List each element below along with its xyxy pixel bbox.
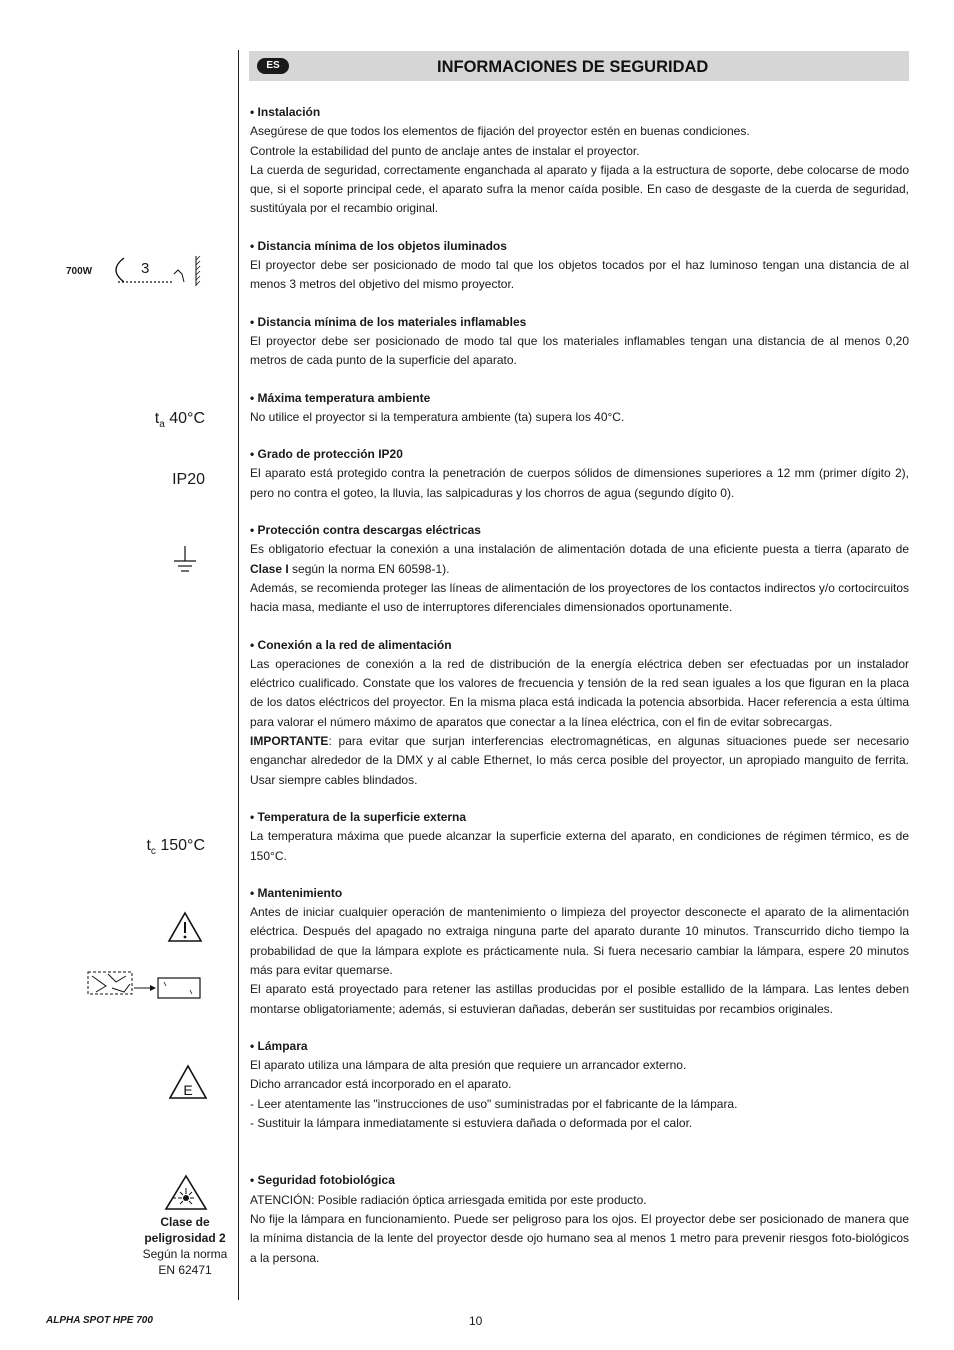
- paragraph: Es obligatorio efectuar la conexión a una instalación de alimentación dotada de una eficiente puesta a tierra (aparato de Clase I según la norma EN 60598-1).: [250, 542, 909, 576]
- distance-symbol: [66, 252, 216, 288]
- paragraph: El proyector debe ser posicionado de modo tal que los objetos tocados por el haz luminoso tengan una distancia de al menos 3 metros del objetivo del mismo proyector.: [250, 258, 909, 292]
- section-heading: • Distancia mínima de los objetos iluminados: [250, 238, 507, 253]
- power-label: 700W: [66, 266, 93, 277]
- warning-icon: [167, 910, 203, 944]
- section-heading: • Seguridad fotobiológica: [250, 1173, 395, 1188]
- paragraph: No fije la lámpara en funcionamiento. Puede ser peligroso para los ojos. El proyector debe ser posicionado de manera que la mínima distancia de la lente del proyector desde ojo humano sea al menos 1 metro para prevenir riesgos foto-biológicos a la persona.: [250, 1211, 909, 1265]
- section-distancia-objetos: [250, 237, 909, 295]
- section-mantenimiento: [250, 884, 909, 1019]
- paragraph: Dicho arrancador está incorporado en el aparato.: [250, 1077, 512, 1092]
- section-heading: • Conexión a la red de alimentación: [250, 637, 452, 652]
- section-heading: • Máxima temperatura ambiente: [250, 390, 431, 405]
- ambient-temp-symbol: $t_a$ 40°C: [154, 410, 205, 431]
- paragraph: No utilice el proyector si la temperatura ambiente (ta) supera los 40°C.: [250, 409, 625, 424]
- page-title: INFORMACIONES DE SEGURIDAD: [437, 58, 709, 76]
- column-divider: [238, 50, 239, 1300]
- section-temperatura-ambiente: [250, 389, 909, 428]
- section-heading: • Temperatura de la superficie externa: [250, 809, 467, 824]
- paragraph: Asegúrese de que todos los elementos de fijación del proyector estén en buenas condiciones.: [250, 124, 750, 139]
- paragraph: Antes de iniciar cualquier operación de mantenimiento o limpieza del proyector desconecte el aparato de la alimentación eléctrica. Después del apagado no extraiga ninguna parte del aparato durante 10 minutos. Transcurrido dicho tiempo la probabilidad de que la lámpara explote es prácticamente nula. Si fuera necesario cambiar la lámpara, espere 20 minutos más para evitar quemarse.: [250, 905, 909, 977]
- list-item: - Leer atentamente las "instrucciones de uso" suministradas por el fabricante de la lámpara.: [250, 1096, 738, 1111]
- surface-temp-symbol: $t_c$ 150°C: [146, 837, 205, 858]
- paragraph: El aparato está proyectado para retener las astillas producidas por el posible estallido de la lámpara. Las lentes deben montarse obligatoriamente; además, si estuvieran dañadas, deberán ser sustituidas por recambios originales.: [250, 982, 909, 1016]
- section-instalacion: [250, 103, 909, 219]
- lamp-e-letter: E: [183, 1082, 193, 1098]
- broken-lens-replace-icon: [86, 968, 204, 1002]
- main-content: [250, 103, 909, 1268]
- paragraph: IMPORTANTE: para evitar que surjan interferencias electromagnéticas, en algunas situaciones puede ser necesario enganchar alrededor de la DMX y al cable Ethernet, lo más cerca posible del proyector, un apropiado manguito de ferrita. Usar siempre cables blindados.: [250, 734, 909, 787]
- paragraph: La cuerda de seguridad, correctamente enganchada al aparato y fijada a la estructura de soporte, debe colocarse de modo que, si el soporte principal cede, el aparato sufra la menor caída posible. En caso de desgaste de la cuerda de seguridad, sustitúyala por el recambio original.: [250, 162, 909, 216]
- section-conexion: [250, 636, 909, 790]
- section-distancia-inflamables: [250, 313, 909, 371]
- lamp-e-icon: [168, 1064, 208, 1100]
- paragraph: Además, se recomienda proteger las líneas de alimentación de los proyectores de los contactos indirectos y/o cortocircuitos hacia masa, mediante el uso de interruptores diferenciales dimensionados oportunamente.: [250, 580, 909, 615]
- section-proteccion-ip20: [250, 445, 909, 503]
- ip-rating-label: IP20: [172, 471, 205, 488]
- paragraph: La temperatura máxima que puede alcanzar la superficie externa del aparato, en condiciones de régimen térmico, es de 150°C.: [250, 829, 909, 863]
- section-descargas: [250, 521, 909, 617]
- section-lampara: [250, 1037, 909, 1133]
- risk-group-caption: Clase de peligrosidad 2 Según la norma EN 62471: [142, 1215, 228, 1277]
- section-header: [249, 51, 909, 81]
- section-heading: • Grado de protección IP20: [250, 447, 403, 462]
- laser-radiation-icon: [164, 1174, 208, 1212]
- section-heading: • Instalación: [250, 105, 321, 119]
- language-badge: ES: [257, 58, 289, 74]
- section-heading: • Distancia mínima de los materiales inflamables: [250, 314, 527, 329]
- distance-value: 3: [141, 260, 150, 277]
- paragraph: Las operaciones de conexión a la red de distribución de la energía eléctrica deben ser efectuadas por un instalador eléctrico cualificado. Constate que los valores de frecuencia y tensión de la red sean iguales a los que figuran en la placa de los datos eléctricos del proyector. En la misma placa está indicada la potencia absorbida. Hacer referencia a esta última para valorar el número máximo de aparatos que conectar a la línea eléctrica, con el fin de evitar sobrecargas.: [250, 656, 909, 729]
- section-heading: • Protección contra descargas eléctricas: [250, 523, 481, 538]
- section-heading: • Lámpara: [250, 1038, 308, 1053]
- page-number: 10: [469, 1314, 483, 1328]
- ground-icon: [170, 544, 200, 576]
- paragraph: El aparato está protegido contra la penetración de cuerpos sólidos de dimensiones superiores a 12 mm (primer dígito 2), pero no contra el goteo, la lluvia, las salpicaduras y los chorros de agua (segundo dígito 0).: [250, 466, 909, 500]
- footer-model: ALPHA SPOT HPE 700: [46, 1315, 153, 1326]
- paragraph: El aparato utiliza una lámpara de alta presión que requiere un arrancador externo.: [250, 1058, 687, 1073]
- section-fotobiologica: [250, 1171, 909, 1267]
- section-heading: • Mantenimiento: [250, 885, 343, 900]
- paragraph: El proyector debe ser posicionado de modo tal que los materiales inflamables tengan una distancia de al menos 0,20 metros de cada punto de la superficie del aparato.: [250, 333, 909, 368]
- paragraph: ATENCIÓN: Posible radiación óptica arriesgada emitida por este producto.: [250, 1192, 647, 1207]
- paragraph: Controle la estabilidad del punto de anclaje antes de instalar el proyector.: [250, 143, 640, 158]
- section-temperatura-superficie: [250, 808, 909, 866]
- list-item: - Sustituir la lámpara inmediatamente si estuviera dañada o deformada por el calor.: [250, 1116, 693, 1131]
